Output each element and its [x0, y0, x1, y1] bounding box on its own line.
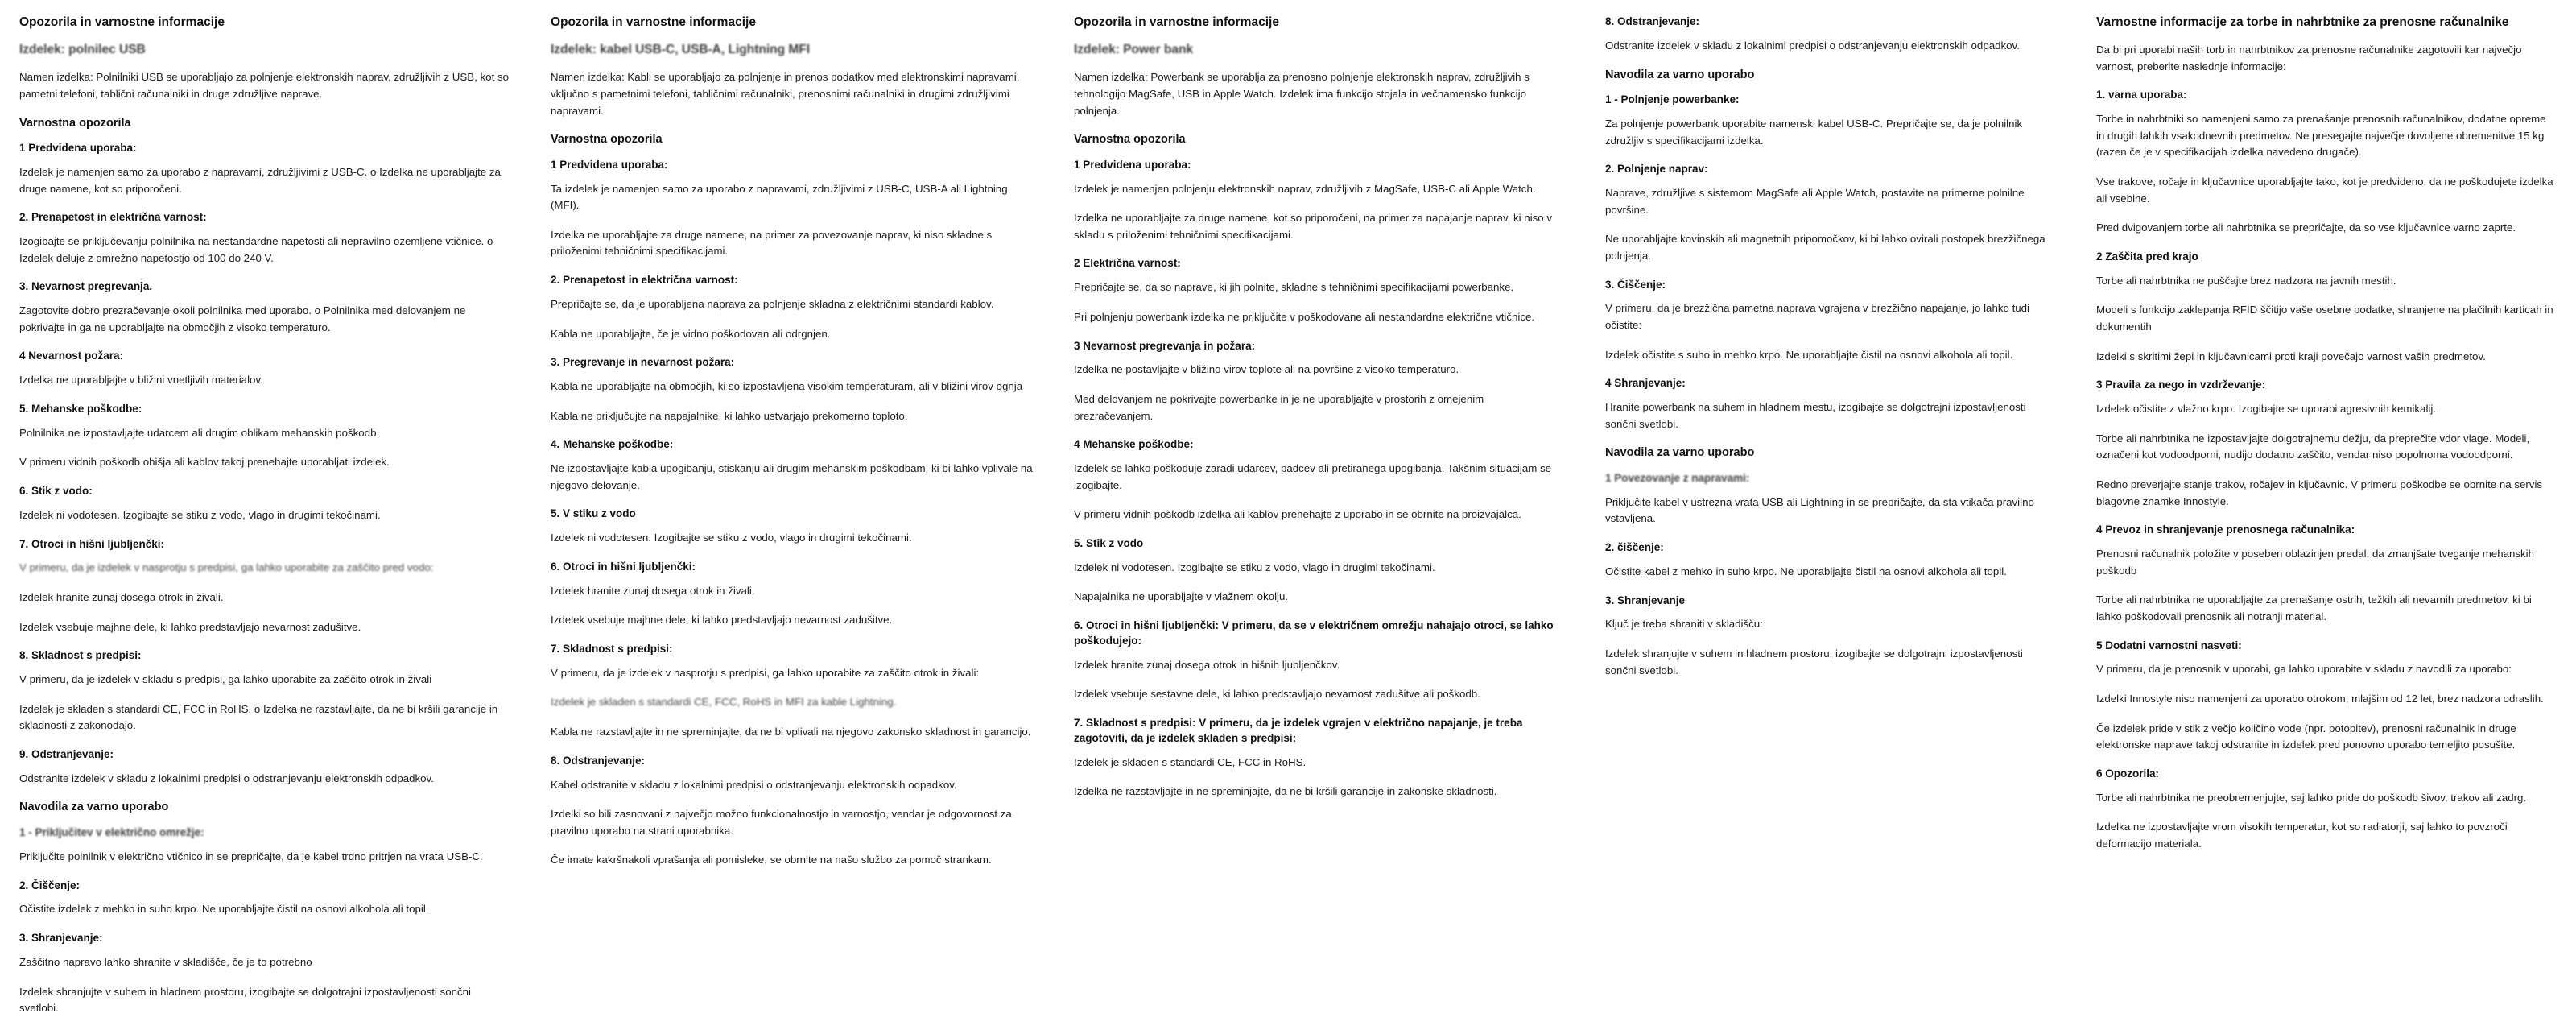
paragraph: Izdelki so bili zasnovani z največjo možno funkcionalnostjo in varnostjo, vendar je odgovornost za pravilno uporabo na strani uporabnika. — [551, 808, 1012, 837]
paragraph: Ne izpostavljajte kabla upogibanju, stiskanju ali drugim mehanskim poškodbam, ki bi lahko vplivale na njegovo delovanje. — [551, 462, 1033, 491]
paragraph: Če imate kakršnakoli vprašanja ali pomisleke, se obrnite na našo službo za pomoč strankam. — [551, 854, 992, 867]
subsection-heading: Navodila za varno uporabo — [19, 800, 169, 814]
column-powerbank — [1055, 14, 1586, 813]
list-heading: 2 Zaščita pred krajo — [2096, 250, 2198, 263]
paragraph: Izdelek ni vodotesen. Izogibajte se stiku z vodo, vlago in drugimi tekočinami. — [1074, 561, 1435, 573]
list-heading: 3. Shranjevanje: — [19, 932, 103, 944]
paragraph: Odstranite izdelek v skladu z lokalnimi predpisi o odstranjevanju elektronskih odpadkov. — [19, 771, 434, 784]
list-heading: 1 Povezovanje z napravami: — [1605, 471, 1750, 484]
paragraph: Vse trakove, ročaje in ključavnice uporabljajte tako, kot je predvideno, da ne poškodujete izdelka ali vsebine. — [2096, 176, 2553, 205]
paragraph: Redno preverjajte stanje trakov, ročajev in ključavnic. V primeru poškodbe se obrnite na servis blagovne znamke Innostyle. — [2096, 478, 2543, 507]
product-line: Izdelek: polnilec USB — [19, 43, 146, 57]
paragraph: Prepričajte se, da so naprave, ki jih polnite, skladne s tehničnimi specifikacijami powerbanke. — [1074, 281, 1514, 294]
list-heading: 4 Mehanske poškodbe: — [1074, 438, 1194, 451]
paragraph: Očistite izdelek z mehko in suho krpo. Ne uporabljajte čistil na osnovi alkohola ali topil. — [19, 903, 429, 916]
paragraph: V primeru, da je prenosnik v uporabi, ga lahko uporabite v skladu z navodili za uporabo: — [2096, 663, 2512, 676]
paragraph: V primeru vidnih poškodb ohišja ali kablov takoj prenehajte uporabljati izdelek. — [19, 456, 390, 469]
paragraph: Odstranite izdelek v skladu z lokalnimi predpisi o odstranjevanju elektronskih odpadkov. — [1605, 39, 2020, 52]
paragraph: Torbe ali nahrbtnika ne preobremenjujte, saj lahko pride do poškodb šivov, trakov ali zadrg. — [2096, 791, 2527, 804]
list-heading: 1 - Polnjenje powerbanke: — [1605, 93, 1740, 106]
column-bags-backpacks — [2077, 14, 2576, 866]
paragraph: Izdelek je skladen s standardi CE, FCC in RoHS. — [1074, 755, 1307, 768]
paragraph: V primeru, da je brezžična pametna naprava vgrajena v brezžično napajanje, jo lahko tudi očistite: — [1605, 302, 2030, 331]
list-heading: 2. Prenapetost in električna varnost: — [551, 274, 738, 286]
paragraph: Torbe ali nahrbtnika ne izpostavljajte dolgotrajnemu dežju, da preprečite vdor vlage. Modeli, označeni kot vodoodporni, nudijo dodatno zaščito, vendar niso popolnoma vodoodporni. — [2096, 432, 2530, 461]
product-line: Izdelek: kabel USB-C, USB-A, Lightning MFI — [551, 43, 811, 57]
paragraph: V primeru vidnih poškodb izdelka ali kablov prenehajte z uporabo in se obrnite na proizvajalca. — [1074, 508, 1521, 521]
paragraph: Izdelek hranite zunaj dosega otrok in živali. — [551, 584, 755, 597]
section-title: Opozorila in varnostne informacije — [551, 15, 756, 29]
paragraph: Pred dvigovanjem torbe ali nahrbtnika se prepričajte, da so vse ključavnice varno zaprte. — [2096, 221, 2516, 234]
list-heading: 6 Opozorila: — [2096, 767, 2160, 780]
list-heading: 4 Prevoz in shranjevanje prenosnega računalnika: — [2096, 523, 2355, 536]
paragraph: Izdelek vsebuje sestavne dele, ki lahko predstavljajo nevarnost zadušitve ali poškodb. — [1074, 688, 1480, 701]
paragraph: Izdelek očistite z vlažno krpo. Izogibajte se uporabi agresivnih kemikalij. — [2096, 403, 2437, 416]
paragraph: Namen izdelka: Kabli se uporabljajo za polnjenje in prenos podatkov med elektronskimi napravami, vključno s pametnimi telefoni, tabličnimi računalniki, prenosnimi računalniki in drugimi združljivimi napravami. — [551, 71, 1020, 117]
list-heading: 1 Predvidena uporaba: — [1074, 158, 1191, 171]
paragraph: Pri polnjenju powerbank izdelka ne priključite v poškodovane ali nestandardne električne vtičnice. — [1074, 310, 1535, 323]
list-heading: 5. V stiku z vodo — [551, 507, 636, 520]
paragraph: Izdelka ne izpostavljajte vrom visokih temperatur, kot so radiatorji, saj lahko to povzroči deformacijo materiala. — [2096, 821, 2508, 850]
column-usb-cable — [531, 14, 1055, 882]
paragraph: Kabla ne uporabljajte na območjih, ki so izpostavljena visokim temperaturam, ali v bližini virov ognja — [551, 380, 1023, 392]
column-powerbank-continued — [1586, 14, 2077, 692]
product-line: Izdelek: Power bank — [1074, 43, 1194, 57]
paragraph: Izdelka ne uporabljajte za druge namene, kot so priporočeni, na primer za napajanje naprav, ki niso v skladu s priloženimi tehničnimi specifikacijami. — [1074, 212, 1553, 241]
list-heading: 4. Mehanske poškodbe: — [551, 438, 674, 451]
list-heading: 5. Mehanske poškodbe: — [19, 402, 142, 415]
paragraph: Priključite polnilnik v električno vtičnico in se prepričajte, da je kabel trdno pritrjen na vrata USB-C. — [19, 850, 483, 862]
paragraph: Ključ je treba shraniti v skladišču: — [1605, 618, 1763, 631]
paragraph: Prenosni računalnik položite v poseben oblazinjen predal, da zmanjšate tveganje mehanskih poškodb — [2096, 548, 2535, 577]
column-usb-charger — [0, 14, 531, 1030]
paragraph: Izdelka ne uporabljajte za druge namene, na primer za povezovanje naprav, ki niso skladne s priloženimi tehničnimi specifikacijami. — [551, 228, 993, 258]
subsection-heading: Varnostna opozorila — [551, 133, 663, 147]
paragraph: Napajalnika ne uporabljajte v vlažnem okolju. — [1074, 590, 1289, 603]
paragraph: Izdelek je skladen s standardi CE, FCC, RoHS in MFI za kable Lightning. — [551, 696, 897, 709]
paragraph: Kabel odstranite v skladu z lokalnimi predpisi o odstranjevanju elektronskih odpadkov. — [551, 778, 957, 791]
list-heading: 5. Stik z vodo — [1074, 536, 1144, 549]
paragraph: Če izdelek pride v stik z večjo količino vode (npr. potopitev), prenosni računalnik in druge elektronske naprave takoj odstranite in izdelek pred ponovno uporabo temeljito posušite. — [2096, 722, 2516, 751]
paragraph: Kabla ne razstavljajte in ne spreminjajte, da ne bi vplivali na njegovo zakonsko skladnost in garancijo. — [551, 726, 1031, 738]
paragraph: Izdelek je namenjen polnjenju elektronskih naprav, združljivih z MagSafe, USB-C ali Apple Watch. — [1074, 182, 1536, 195]
list-heading: 8. Odstranjevanje: — [1605, 15, 1700, 27]
paragraph: Izdelka ne postavljajte v bližino virov toplote ali na površine z visoko temperaturo. — [1074, 363, 1459, 376]
paragraph: Namen izdelka: Polnilniki USB se uporabljajo za polnjenje elektronskih naprav, združljivih z USB, kot so pametni telefoni, tablični računalniki in druge združljive naprave. — [19, 71, 510, 100]
subsection-heading: Navodila za varno uporabo — [1605, 68, 1755, 81]
list-heading: 2. čiščenje: — [1605, 541, 1664, 553]
list-heading: 3 Nevarnost pregrevanja in požara: — [1074, 339, 1256, 352]
list-heading: 1 - Priključitev v električno omrežje: — [19, 826, 204, 838]
paragraph: Izdelek vsebuje majhne dele, ki lahko predstavljajo nevarnost zadušitve. — [19, 620, 361, 633]
paragraph: Torbe ali nahrbtnika ne uporabljajte za prenašanje ostrih, težkih ali nevarnih predmetov, ki bi lahko poškodovali prenosnik ali notranji material. — [2096, 594, 2532, 623]
paragraph: V primeru, da je izdelek v nasprotju s predpisi, ga lahko uporabite za zaščito pred vodo: — [19, 561, 434, 574]
paragraph: Polnilnika ne izpostavljajte udarcem ali drugim oblikam mehanskih poškodb. — [19, 426, 380, 439]
list-heading: 3. Nevarnost pregrevanja. — [19, 280, 153, 293]
subsection-heading: Varnostna opozorila — [19, 116, 131, 130]
list-heading: 7. Skladnost s predpisi: — [551, 642, 673, 655]
list-heading: 4 Nevarnost požara: — [19, 350, 124, 362]
paragraph: Izdelek hranite zunaj dosega otrok in hišnih ljubljenčkov. — [1074, 658, 1340, 671]
paragraph: Priključite kabel v ustrezna vrata USB ali Lightning in se prepričajte, da sta vtikača pravilno vstavljena. — [1605, 495, 2034, 525]
paragraph: Namen izdelka: Powerbank se uporablja za prenosno polnjenje elektronskih naprav, združljivih s tehnologijo MagSafe, USB in Apple Watch. Izdelek ima funkcijo stojala in večnamensko funkcijo polnjenja. — [1074, 71, 1530, 117]
list-heading: 6. Otroci in hišni ljubljenčki: — [551, 560, 696, 573]
paragraph: Izdelek ni vodotesen. Izogibajte se stiku z vodo, vlago in drugimi tekočinami. — [551, 532, 912, 544]
subsection-heading: Navodila za varno uporabo — [1605, 446, 1755, 460]
paragraph: Za polnjenje powerbank uporabite namenski kabel USB-C. Prepričajte se, da je polnilnik združljiv s specifikacijami izdelka. — [1605, 117, 2023, 147]
paragraph: Izdelek je namenjen samo za uporabo z napravami, združljivimi z USB-C. o Izdelka ne uporabljajte za druge namene, kot so priporočeni. — [19, 165, 501, 195]
paragraph: Ta izdelek je namenjen samo za uporabo z napravami, združljivimi z USB-C, USB-A ali Lightning (MFI). — [551, 182, 1008, 212]
list-heading: 2. Polnjenje naprav: — [1605, 163, 1708, 176]
list-heading: 8. Odstranjevanje: — [551, 754, 646, 767]
paragraph: Kabla ne uporabljajte, če je vidno poškodovan ali odrgnjen. — [551, 327, 831, 340]
paragraph: Ne uporabljajte kovinskih ali magnetnih pripomočkov, ki bi lahko ovirali postopek brezžičnega polnjenja. — [1605, 233, 2046, 262]
paragraph: Izogibajte se priključevanju polnilnika na nestandardne napetosti ali nepravilno ozemljene vtičnice. o Izdelek deluje z omrežno napetostjo od 100 do 240 V. — [19, 235, 493, 264]
paragraph: Modeli s funkcijo zaklepanja RFID ščitijo vaše osebne podatke, shranjene na plačilnih karticah in dokumentih — [2096, 304, 2553, 333]
paragraph: Izdelek shranjujte v suhem in hladnem prostoru, izogibajte se dolgotrajni izpostavljenosti sončni svetlobi. — [1605, 647, 2023, 676]
paragraph: Med delovanjem ne pokrivajte powerbanke in je ne uporabljajte v prostorih z omejenim prezračevanjem. — [1074, 393, 1484, 422]
paragraph: Prepričajte se, da je uporabljena naprava za polnjenje skladna z električnimi standardi kablov. — [551, 297, 994, 310]
paragraph: Zagotovite dobro prezračevanje okoli polnilnika med uporabo. o Polnilnika med delovanjem ne pokrivajte in ga ne uporabljajte na območjih z visoko temperaturo. — [19, 304, 466, 333]
paragraph: Izdelki s skritimi žepi in ključavnicami proti kraji povečajo varnost vaših predmetov. — [2096, 350, 2486, 362]
paragraph: Da bi pri uporabi naših torb in nahrbtnikov za prenosne računalnike zagotovili kar največjo varnost, preberite naslednje informacije: — [2096, 43, 2522, 72]
paragraph: Izdelka ne uporabljajte v bližini vnetljivih materialov. — [19, 374, 263, 387]
list-heading: 1 Predvidena uporaba: — [551, 158, 668, 171]
paragraph: Izdelek shranjujte v suhem in hladnem prostoru, izogibajte se dolgotrajni izpostavljenosti sončni svetlobi. — [19, 985, 471, 1015]
list-heading: 8. Skladnost s predpisi: — [19, 649, 142, 662]
paragraph: Izdelek očistite s suho in mehko krpo. Ne uporabljajte čistil na osnovi alkohola ali topil. — [1605, 348, 2013, 361]
list-heading: 5 Dodatni varnostni nasveti: — [2096, 639, 2242, 652]
list-heading: 3. Čiščenje: — [1605, 278, 1666, 291]
paragraph: Torbe ali nahrbtnika ne puščajte brez nadzora na javnih mestih. — [2096, 274, 2396, 287]
list-heading: 3. Pregrevanje in nevarnost požara: — [551, 356, 735, 369]
paragraph: Izdelka ne razstavljajte in ne spreminjajte, da ne bi kršili garancije in zakonske skladnosti. — [1074, 785, 1497, 798]
paragraph: Kabla ne priključujte na napajalnike, ki lahko ustvarjajo prekomerno toploto. — [551, 409, 908, 422]
paragraph: Izdelek ni vodotesen. Izogibajte se stiku z vodo, vlago in drugimi tekočinami. — [19, 508, 381, 521]
paragraph: Očistite kabel z mehko in suho krpo. Ne uporabljajte čistil na osnovi alkohola ali topil. — [1605, 565, 2007, 577]
paragraph: Izdelek hranite zunaj dosega otrok in živali. — [19, 591, 224, 603]
list-heading: 7. Otroci in hišni ljubljenčki: — [19, 537, 165, 550]
paragraph: V primeru, da je izdelek v skladu s predpisi, ga lahko uporabite za zaščito otrok in živali — [19, 673, 432, 686]
section-title: Varnostne informacije za torbe in nahrbtnike za prenosne računalnike — [2096, 15, 2509, 29]
list-heading: 3 Pravila za nego in vzdrževanje: — [2096, 378, 2266, 391]
paragraph: Izdelki Innostyle niso namenjeni za uporabo otrokom, mlajšim od 12 let, brez nadzora odraslih. — [2096, 693, 2544, 705]
paragraph: Naprave, združljive s sistemom MagSafe ali Apple Watch, postavite na primerne polnilne površine. — [1605, 187, 2025, 216]
paragraph: V primeru, da je izdelek v nasprotju s predpisi, ga lahko uporabite za zaščito otrok in živali: — [551, 666, 980, 679]
paragraph: Zaščitno napravo lahko shranite v skladišče, če je to potrebno — [19, 955, 312, 968]
paragraph: Izdelek je skladen s standardi CE, FCC in RoHS. o Izdelka ne razstavljajte, da ne bi kršili garancije in skladnosti z zakonodajo. — [19, 702, 498, 732]
list-heading: 4 Shranjevanje: — [1605, 377, 1686, 390]
paragraph: Izdelek vsebuje majhne dele, ki lahko predstavljajo nevarnost zadušitve. — [551, 614, 893, 627]
list-heading: 1 Predvidena uporaba: — [19, 142, 137, 155]
list-heading: 6. Otroci in hišni ljubljenčki: V primeru, da se v električnem omrežju nahajajo otroci, se lahko poškodujejo: — [1074, 619, 1554, 647]
list-heading: 2 Električna varnost: — [1074, 257, 1181, 270]
list-heading: 3. Shranjevanje — [1605, 594, 1686, 606]
paragraph: Izdelek se lahko poškoduje zaradi udarcev, padcev ali pretiranega upogibanja. Takšnim situacijam se izogibajte. — [1074, 462, 1552, 491]
subsection-heading: Varnostna opozorila — [1074, 133, 1186, 147]
paragraph: Torbe in nahrbtniki so namenjeni samo za prenašanje prenosnih računalnikov, dodatne opreme in drugih lahkih vsakodnevnih predmetov. Ne presegajte največje dovoljene obremenitve 15 kg (razen če je v specifikacijah izdelka navedeno drugače). — [2096, 113, 2546, 159]
section-title: Opozorila in varnostne informacije — [19, 15, 225, 29]
list-heading: 7. Skladnost s predpisi: V primeru, da je izdelek vgrajen v električno napajanje, je treba zagotoviti, da je izdelek skladen s predpisi: — [1074, 717, 1523, 744]
list-heading: 2. Čiščenje: — [19, 879, 80, 891]
list-heading: 1. varna uporaba: — [2096, 89, 2187, 101]
list-heading: 2. Prenapetost in električna varnost: — [19, 211, 207, 224]
list-heading: 6. Stik z vodo: — [19, 485, 93, 497]
section-title: Opozorila in varnostne informacije — [1074, 15, 1279, 29]
paragraph: Hranite powerbank na suhem in hladnem mestu, izogibajte se dolgotrajni izpostavljenosti sončni svetlobi. — [1605, 401, 2026, 430]
list-heading: 9. Odstranjevanje: — [19, 747, 114, 760]
